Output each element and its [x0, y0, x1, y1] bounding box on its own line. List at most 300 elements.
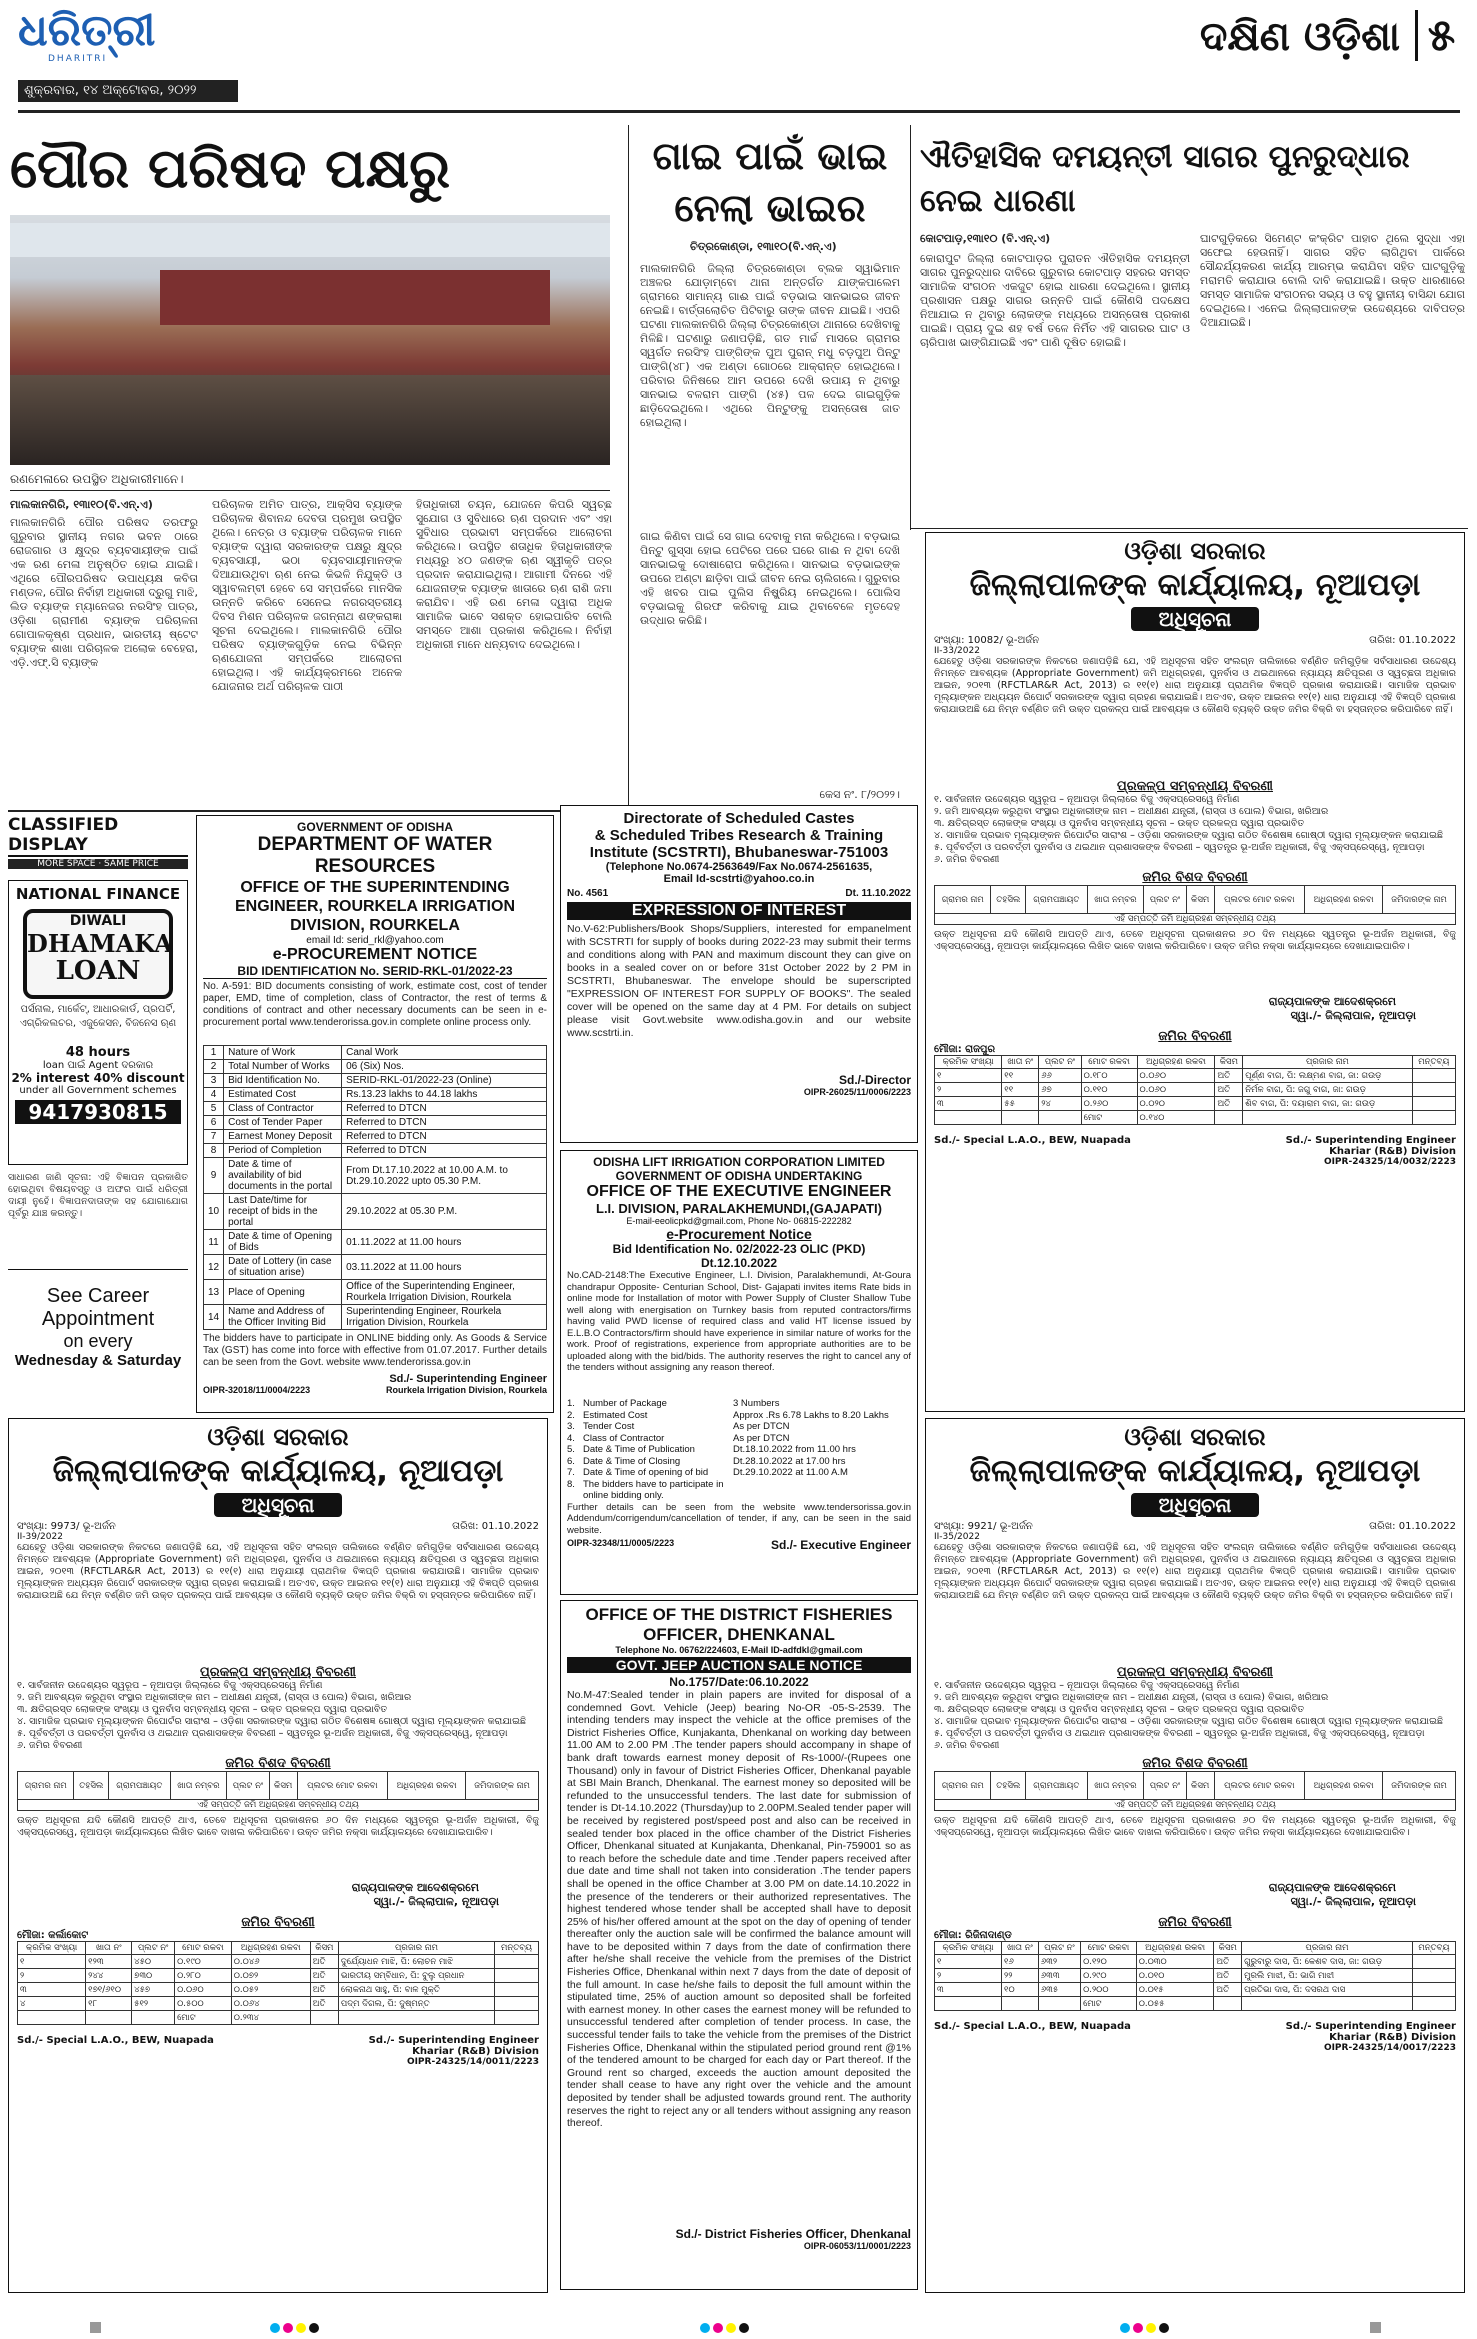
table-row	[935, 1983, 1456, 1997]
water-bid-id: BID IDENTIFICATION No. SERID-RKL-01/2022-23	[203, 964, 547, 979]
project-item: ୫. ପୂର୍ବବର୍ତ୍ତୀ ଓ ପରବର୍ତ୍ତୀ ପୁନର୍ବାସ ଓ ଥଇଥାନ ପ୍ରଶାସକଙ୍କ ବିବରଣୀ – ସ୍ୱତନ୍ତ୍ର ଭୂ-ଅର୍ଜନ ଅଧିକାରୀ, ବିଜୁ ଏକ୍ସପ୍ରେସ୍ୱେ, ନୂଆପଡ଼ା	[17, 1728, 508, 1739]
fish-sign: Sd./- District Fisheries Officer, Dhenkanal	[675, 2227, 911, 2241]
table-cell: ୩	[18, 1983, 86, 1997]
table-cell: ୨୪୪	[86, 1969, 132, 1983]
notice-number: ସଂଖ୍ୟା: 10082/ ଭୂ-ଅର୍ଜନ	[934, 635, 1040, 646]
loan-schemes: under all Government schemes	[19, 1085, 177, 1096]
land-header-cell: ତହସିଲ	[991, 886, 1026, 914]
table-cell: ୦.୧୨୦	[1081, 1955, 1137, 1969]
masthead-rule	[18, 110, 1460, 113]
classified-title: CLASSIFIED DISPLAY	[8, 815, 188, 857]
notice-badge: ଅଧିସୂଚନା	[1131, 607, 1260, 631]
notice-collector: ସ୍ୱା./- ଜିଲ୍ଲାପାଳ, ନୂଆପଡ଼ା	[373, 1895, 499, 1908]
details-header-cell: ଖାତା ନଂ	[1002, 1942, 1039, 1955]
fish-no: No.1757/Date:06.10.2022	[669, 1675, 809, 1689]
table-row	[204, 1130, 547, 1144]
table-cell: 06 (Six) Nos.	[342, 1060, 547, 1074]
notice-intro: ଯେହେତୁ ଓଡ଼ିଶା ସରକାରଙ୍କ ନିକଟରେ ଜଣାପଡ଼ିଛି ଯେ, ଏହି ଅଧିସୂଚନା ସହିତ ସଂଲଗ୍ନ ତାଲିକାରେ ବର୍ଣ୍ଣିତ ଜମିଗୁଡ଼ିକ ସର୍ବସାଧାରଣ ଉଦ୍ଦେଶ୍ୟ ନିମନ୍ତେ ଆବଶ୍ୟକ (Appropriate Government) ଜମି ଅଧିଗ୍ରହଣ, ପୁନର୍ବାସ ଓ ଥଇଥାନରେ ନ୍ୟାଯ୍ୟ କ୍ଷତିପୂରଣ ଓ ସ୍ୱଚ୍ଛତା ଅଧିକାର ଆଇନ, ୨୦୧୩ (RFCTLAR&R Act, 2013) ର ୧୧(୧) ଧାରା ଅନୁଯାୟୀ ପ୍ରାଥମିକ ବିଜ୍ଞପ୍ତି ପ୍ରକାଶ କରାଯାଉଛି। ସାମାଜିକ ପ୍ରଭାବ ମୂଲ୍ୟାଙ୍କନ ଅଧ୍ୟୟନ ରିପୋର୍ଟ ସରକାରଙ୍କ ଦ୍ୱାରା ଗ୍ରହଣ କରାଯାଇଛି। ଅତଏବ, ଉକ୍ତ ଆଇନର ୧୧(୧) ଧାରା ଅନୁଯାୟୀ ଏହି ବିଜ୍ଞପ୍ତି ପ୍ରକାଶ କରାଯାଉଅଛି ଯେ ନିମ୍ନ ବର୍ଣ୍ଣିତ ଜମି ଉକ୍ତ ପ୍ରକଳ୍ପ ପାଇଁ ଆବଶ୍ୟକ ଓ କୌଣସି ବ୍ୟକ୍ତି ଉକ୍ତ ଜମିର ବିକ୍ରି ବା ହସ୍ତାନ୍ତର କରିପାରିବେ ନାହିଁ।	[934, 1542, 1456, 1601]
table-cell: ୨	[935, 1969, 1002, 1983]
sign-left: Sd./- Special L.A.O., BEW, Nuapada	[17, 2035, 214, 2046]
table-row	[204, 1158, 547, 1194]
notice-badge-wrap	[17, 1493, 539, 1517]
notice-ref: II-39/2022	[17, 1532, 63, 1542]
table-row	[204, 1194, 547, 1230]
list-item	[567, 1398, 911, 1410]
table-cell: ୦.୦୪୬	[231, 1955, 310, 1969]
scst-eoi	[560, 805, 918, 1143]
list-item-num: 1.	[567, 1398, 575, 1409]
project-item: ୪. ସାମାଜିକ ପ୍ରଭାବ ମୂଲ୍ୟାଙ୍କନ ରିପୋର୍ଟର ସାରାଂଶ – ଓଡ଼ିଶା ସରକାରଙ୍କ ଦ୍ୱାରା ଗଠିତ ବିଶେଷଜ୍ଞ ଗୋଷ୍ଠୀ ଦ୍ୱାରା ମୂଲ୍ୟାଙ୍କନ କରାଯାଇଛି	[934, 1716, 1443, 1727]
details-header-cell: କ୍ରମିକ ସଂଖ୍ୟା	[935, 1942, 1002, 1955]
notice-gov: ଓଡ଼ିଶା ସରକାର	[207, 1423, 349, 1451]
table-cell: Rs.13.23 lakhs to 44.18 lakhs	[342, 1088, 547, 1102]
table-cell: ୧	[935, 1955, 1002, 1969]
list-item-num: 8.	[567, 1478, 575, 1490]
table-cell: Cost of Tender Paper	[224, 1116, 342, 1130]
print-marks-far-right	[1370, 2318, 1384, 2337]
story3-body2: ଘାଟଗୁଡ଼ିକରେ ସିମେଣ୍ଟ କଂକ୍ରିଟ ପାହାଚ ଥିଲେ ସୁଦ୍ଧା ଏହା ସଫେଇ ହେଉନାହିଁ। ସାଗର ସହିତ ଲାଗିଥିବା ପାର୍କରେ ସୌନ୍ଦର୍ଯ୍ୟକରଣ କାର୍ଯ୍ୟ ଆରମ୍ଭ କରାଯିବା ସହିତ ଘାଟଗୁଡ଼ିକୁ ମରାମତି କରାଯାଉ ବୋଲି ଦାବି କରାଯାଇଛି। ଉକ୍ତ ଧାରଣାରେ ସମସ୍ତ ସାମାଜିକ ସଂଗଠନର ସଭ୍ୟ ଓ ବହୁ ସ୍ଥାନୀୟ ବାସିନ୍ଦା ଯୋଗ ଦେଇଥିଲେ। ଏନେଇ ଜିଲ୍ଲାପାଳଙ୍କ ଉଦ୍ଦେଶ୍ୟରେ ଦାବିପତ୍ର ଦିଆଯାଇଛି।	[1200, 232, 1465, 329]
black-dot	[309, 2323, 319, 2333]
lift-sign-row	[567, 1538, 911, 1552]
land-header-cell: ଜମିଦାରଙ୍କ ନାମ	[1383, 886, 1456, 914]
water-notice-title: e-PROCUREMENT NOTICE	[272, 946, 478, 963]
water-email: email Id: serid_rkl@yahoo.com	[306, 935, 444, 946]
table-cell: ୦.୦୬୦	[1137, 1069, 1215, 1083]
details-table	[934, 1055, 1456, 1125]
notice-signatures	[934, 2021, 1456, 2053]
land-header-cell: ପ୍ଲଟର ମୋଟ ରକବା	[1214, 886, 1305, 914]
table-cell: ୪	[18, 1997, 86, 2011]
project-item: ୩. କ୍ଷତିଗ୍ରସ୍ତ ଲୋକଙ୍କ ସଂଖ୍ୟା ଓ ପୁନର୍ବାସ ସମ୍ବନ୍ଧୀୟ ସୂଚନା – ଉକ୍ତ ପ୍ରକଳ୍ପ ଦ୍ୱାରା ପ୍ରଭାବିତ	[934, 818, 1305, 829]
table-cell: 7	[204, 1130, 224, 1144]
fish-line2: OFFICER, DHENKANAL	[643, 1625, 835, 1644]
story2-footer: କେସ ନଂ. ୮/୨୦୨୨।	[819, 788, 900, 801]
list-item-num: 5.	[567, 1444, 575, 1455]
mouza-name: ମୌଜା: ରିଜିନାଦାଣ୍ଡ	[934, 1930, 1012, 1941]
notice-intro: ଯେହେତୁ ଓଡ଼ିଶା ସରକାରଙ୍କ ନିକଟରେ ଜଣାପଡ଼ିଛି ଯେ, ଏହି ଅଧିସୂଚନା ସହିତ ସଂଲଗ୍ନ ତାଲିକାରେ ବର୍ଣ୍ଣିତ ଜମିଗୁଡ଼ିକ ସର୍ବସାଧାରଣ ଉଦ୍ଦେଶ୍ୟ ନିମନ୍ତେ ଆବଶ୍ୟକ (Appropriate Government) ଜମି ଅଧିଗ୍ରହଣ, ପୁନର୍ବାସ ଓ ଥଇଥାନରେ ନ୍ୟାଯ୍ୟ କ୍ଷତିପୂରଣ ଓ ସ୍ୱଚ୍ଛତା ଅଧିକାର ଆଇନ, ୨୦୧୩ (RFCTLAR&R Act, 2013) ର ୧୧(୧) ଧାରା ଅନୁଯାୟୀ ପ୍ରାଥମିକ ବିଜ୍ଞପ୍ତି ପ୍ରକାଶ କରାଯାଉଛି। ସାମାଜିକ ପ୍ରଭାବ ମୂଲ୍ୟାଙ୍କନ ଅଧ୍ୟୟନ ରିପୋର୍ଟ ସରକାରଙ୍କ ଦ୍ୱାରା ଗ୍ରହଣ କରାଯାଇଛି। ଅତଏବ, ଉକ୍ତ ଆଇନର ୧୧(୧) ଧାରା ଅନୁଯାୟୀ ଏହି ବିଜ୍ଞପ୍ତି ପ୍ରକାଶ କରାଯାଉଅଛି ଯେ ନିମ୍ନ ବର୍ଣ୍ଣିତ ଜମି ଉକ୍ତ ପ୍ରକଳ୍ପ ପାଇଁ ଆବଶ୍ୟକ ଓ କୌଣସି ବ୍ୟକ୍ତି ଉକ୍ତ ଜମିର ବିକ୍ରି ବା ହସ୍ତାନ୍ତର କରିପାରିବେ ନାହିଁ।	[934, 656, 1456, 715]
table-cell: 10	[204, 1194, 224, 1230]
table-cell: 5	[204, 1102, 224, 1116]
table-cell: ୦.୦୩୦	[1136, 1955, 1214, 1969]
list-item-value: Dt.18.10.2022 from 11.00 hrs	[733, 1444, 856, 1455]
details-header-cell: କ୍ରମିକ ସଂଖ୍ୟା	[18, 1942, 86, 1955]
lift-line4: L.I. DIVISION, PARALAKHEMUNDI,(GAJAPATI)	[596, 1201, 882, 1216]
sign-left: Sd./- Special L.A.O., BEW, Nuapada	[934, 1135, 1131, 1146]
table-cell: ଲୋକନାଥ ସାହୁ, ପି: ବାଳ ମୁକ୍ତି	[338, 1983, 494, 1997]
notice-badge: ଅଧିସୂଚନା	[214, 1493, 343, 1517]
table-cell: Bid Identification No.	[224, 1074, 342, 1088]
list-item-value: Approx .Rs 6.78 Lakhs to 8.20 Lakhs	[733, 1409, 889, 1421]
notice-oipr: OIPR-24325/14/0017/2223	[1323, 2043, 1456, 2053]
land-note: ଏହି ସମ୍ପତ୍ତି ଜମି ଅଧିଗ୍ରହଣ ସମ୍ବନ୍ଧୀୟ ତଥ୍ୟ	[935, 1800, 1456, 1811]
cyan-dot	[270, 2323, 280, 2333]
table-cell: ଦୁର୍ଯ୍ୟୋଧନ ମାଝି, ପି: ଲୋଚନ ମାଝି	[338, 1955, 494, 1969]
table-row	[18, 1983, 539, 1997]
table-cell: 29.10.2022 at 05.30 P.M.	[342, 1194, 547, 1230]
lift-line1: ODISHA LIFT IRRIGATION CORPORATION LIMITED	[593, 1155, 885, 1169]
story1-photo	[10, 215, 610, 465]
table-cell: 9	[204, 1158, 224, 1194]
table-cell: ୦.୨୬୦	[1081, 1097, 1137, 1111]
list-item-label: Date & Time of Publication	[583, 1444, 695, 1455]
list-item	[567, 1467, 911, 1479]
notice-badge: ଅଧିସୂଚନା	[1131, 1493, 1260, 1517]
land-header-cell: ପ୍ଲଟ ନଂ	[1144, 886, 1186, 914]
yellow-dot	[296, 2323, 306, 2333]
table-cell: ୪୫୭	[132, 1983, 175, 1997]
table-cell	[935, 1997, 1002, 2011]
land-title: ଜମିର ବିଶଦ ବିବରଣୀ	[225, 1756, 331, 1771]
notice-signatures	[17, 2035, 539, 2067]
table-cell: 4	[204, 1088, 224, 1102]
project-item: ୪. ସାମାଜିକ ପ୍ରଭାବ ମୂଲ୍ୟାଙ୍କନ ରିପୋର୍ଟର ସାରାଂଶ – ଓଡ଼ିଶା ସରକାରଙ୍କ ଦ୍ୱାରା ଗଠିତ ବିଶେଷଜ୍ଞ ଗୋଷ୍ଠୀ ଦ୍ୱାରା ମୂଲ୍ୟାଙ୍କନ କରାଯାଇଛି	[17, 1716, 526, 1727]
table-cell: ୦.୧୮୦	[1081, 1069, 1137, 1083]
table-cell: ଅତି	[1214, 1955, 1242, 1969]
scst-line3: Institute (SCSTRTI), Bhubaneswar-751003	[589, 844, 889, 861]
black-dot	[739, 2323, 749, 2333]
table-cell	[495, 1955, 539, 1969]
notice-date: ତାରିଖ: 01.10.2022	[1369, 1521, 1456, 1532]
project-item: ୨. ଜମି ଆବଶ୍ୟକ କରୁଥିବା ସଂସ୍ଥାର ଅଧିକାରୀଙ୍କ ନାମ – ଅଧୀକ୍ଷଣ ଯନ୍ତ୍ରୀ, (ରାସ୍ତା ଓ ପୋଲ) ବିଭାଗ, ଖରିଆର	[934, 1692, 1329, 1703]
lift-line2: GOVERNMENT OF ODISHA UNDERTAKING	[615, 1169, 863, 1183]
table-cell: ୦.୦୨୦	[1137, 1097, 1215, 1111]
table-cell: ଅତି	[310, 1969, 338, 1983]
table-cell: ୦.୫୦୦	[175, 1997, 232, 2011]
list-item	[567, 1410, 911, 1422]
water-office: OFFICE OF THE SUPERINTENDING ENGINEER, ROURKELA IRRIGATION DIVISION, ROURKELA	[234, 879, 515, 934]
list-item	[567, 1421, 911, 1433]
sign-right-block	[1286, 2021, 1456, 2053]
water-table	[203, 1045, 547, 1330]
details-header-cell: ମନ୍ତବ୍ୟ	[495, 1942, 539, 1955]
land-header-cell: ଗ୍ରାମର ନାମ	[935, 886, 991, 914]
cyan-dot	[1120, 2323, 1130, 2333]
table-cell: ୬୩୫	[1038, 1983, 1080, 1997]
scst-tel: (Telephone No.0674-2563649/Fax No.0674-2561635,	[605, 861, 873, 873]
scst-line1: Directorate of Scheduled Castes	[623, 810, 855, 827]
table-cell: ଭାରତୀୟ ସମ୍ବିଧାନ, ପି: ବୁଲୁ ପ୍ରଧାନ	[338, 1969, 494, 1983]
table-cell: 13	[204, 1280, 224, 1305]
scst-dt: Dt. 11.10.2022	[845, 888, 911, 899]
table-cell	[132, 2011, 175, 2025]
table-cell: ଅତି	[1215, 1069, 1243, 1083]
table-row	[204, 1230, 547, 1255]
land-header-cell: ପ୍ଲଟର ମୋଟ ରକବା	[1214, 1772, 1305, 1800]
table-cell: ୦.୨୩୪	[231, 2011, 310, 2025]
water-footer: The bidders have to participate in ONLINE bidding only. As Goods & Service Tax (GST) has come into force with effective from 01.07.2017. Further details can be seen from the Govt. website www.tenderorissa.gov.in	[203, 1333, 547, 1368]
project-item: ୨. ଜମି ଆବଶ୍ୟକ କରୁଥିବା ସଂସ୍ଥାର ଅଧିକାରୀଙ୍କ ନାମ – ଅଧୀକ୍ଷଣ ଯନ୍ତ୍ରୀ, (ରାସ୍ତା ଓ ପୋଲ) ବିଭାଗ, ଖରିଆର	[934, 806, 1329, 817]
details-header-row	[18, 1942, 539, 1955]
black-dot	[1159, 2323, 1169, 2333]
table-cell	[495, 1983, 539, 1997]
notice-number: ସଂଖ୍ୟା: 9973/ ଭୂ-ଅର୍ଜନ	[17, 1521, 116, 1532]
water-gov: GOVERNMENT OF ODISHA	[296, 820, 453, 834]
details-header-cell: କିସମ	[1215, 1056, 1243, 1069]
list-item-value: 3 Numbers	[733, 1398, 780, 1409]
notice-collector: ସ୍ୱା./- ଜିଲ୍ଲାପାଳ, ନୂଆପଡ଼ା	[1290, 1895, 1416, 1908]
list-item-value: Dt.29.10.2022 at 11.00 A.M	[733, 1467, 848, 1478]
list-item-num: 2.	[567, 1409, 575, 1421]
table-cell	[1242, 1997, 1413, 2011]
fisheries-notice	[560, 1600, 918, 2290]
details-header-cell: ପ୍ଲଟ ନଂ	[132, 1942, 175, 1955]
story1-caption-rule	[10, 490, 610, 491]
project-item: ୬. ଜମିର ବିବରଣୀ	[17, 1740, 83, 1751]
collector-notice-2	[8, 1418, 548, 2293]
land-header-cell: ପ୍ଲଟ ନଂ	[227, 1772, 269, 1800]
table-row	[935, 1097, 1456, 1111]
land-header-row	[935, 886, 1456, 914]
table-cell: ୫୧୨	[132, 1997, 175, 2011]
table-cell: 01.11.2022 at 11.00 hours	[342, 1230, 547, 1255]
table-cell: Date & time of availability of bid documents in the portal	[224, 1158, 342, 1194]
table-row	[204, 1088, 547, 1102]
fish-oipr: OIPR-06053/11/0001/2223	[803, 2241, 911, 2251]
table-cell: SERID-RKL-01/2022-23 (Online)	[342, 1074, 547, 1088]
details-header-cell: ମୋଟ ରକବା	[1081, 1942, 1137, 1955]
table-cell	[310, 2011, 338, 2025]
cyan-dot	[700, 2323, 710, 2333]
land-title: ଜମିର ବିଶଦ ବିବରଣୀ	[1142, 870, 1248, 885]
notice-badge-wrap	[934, 1493, 1456, 1517]
land-header-cell: ଗ୍ରାମପଞ୍ଚାୟତ	[109, 1772, 170, 1800]
table-cell: ୨	[18, 1969, 86, 1983]
table-cell: ୩	[935, 1983, 1002, 1997]
scst-body: No.V-62:Publishers/Book Shops/Suppliers, interested for empanelment with SCSTRTI for supply of books during 2022-23 may submit their terms and conditions along with PAN and maximum discount they can give on books in a sealed cover on or before 31st October 2022 by 2 PM in SCSTRTI, Bhubaneswar. The envelope should be superscripted "EXPRESSION OF INTEREST FOR SUPPLY OF BOOKS". The sealed cover will be opened on the same day at 4 PM. For details on subject please visit Govt.website www.odisha.gov.in and our website www.scstrti.in.	[567, 923, 911, 1039]
land-header-cell: ଖାତା ନମ୍ବର	[1087, 886, 1144, 914]
notice-order: ରାଜ୍ୟପାଳଙ୍କ ଆଦେଶକ୍ରମେ	[1268, 1881, 1396, 1894]
table-cell	[1412, 1111, 1455, 1125]
table-cell: ୦.୦୫୨	[231, 1983, 310, 1997]
details-header-cell: ମୋଟ ରକବା	[1081, 1056, 1137, 1069]
table-cell	[495, 2011, 539, 2025]
table-cell: ୧୮	[86, 1997, 132, 2011]
table-row	[204, 1060, 547, 1074]
table-cell: ନିର୍ମଳ ବାଗ, ପି: ଜଗୁ ବାଗ, ଜା: ଗଉଡ଼	[1243, 1083, 1412, 1097]
lift-tender	[560, 1150, 918, 1595]
sign-right: Sd./- Superintending Engineer	[1285, 1135, 1456, 1146]
table-cell: From Dt.17.10.2022 at 10.00 A.M. to Dt.29.10.2022 upto 05.30 P.M.	[342, 1158, 547, 1194]
details-table	[17, 1941, 539, 2025]
table-cell: ୬୩୩	[1038, 1969, 1080, 1983]
register-square	[90, 2322, 101, 2333]
list-item-label: Estimated Cost	[583, 1409, 648, 1421]
land-title: ଜମିର ବିଶଦ ବିବରଣୀ	[1142, 1756, 1248, 1771]
table-cell: ୦.୦୫୫	[1136, 1997, 1214, 2011]
table-cell: ଅତି	[1214, 1969, 1242, 1983]
table-cell: ୧	[18, 1955, 86, 1969]
table-cell: Date of Lottery (in case of situation arise)	[224, 1255, 342, 1280]
table-cell: ଅତି	[310, 1983, 338, 1997]
land-note: ଏହି ସମ୍ପତ୍ତି ଜମି ଅଧିଗ୍ରହଣ ସମ୍ବନ୍ଧୀୟ ତଥ୍ୟ	[935, 914, 1456, 925]
project-item: ୩. କ୍ଷତିଗ୍ରସ୍ତ ଲୋକଙ୍କ ସଂଖ୍ୟା ଓ ପୁନର୍ବାସ ସମ୍ବନ୍ଧୀୟ ସୂଚନା – ଉକ୍ତ ପ୍ରକଳ୍ପ ଦ୍ୱାରା ପ୍ରଭାବିତ	[17, 1704, 388, 1715]
photo-banner	[10, 223, 610, 257]
land-header-cell: ତହସିଲ	[74, 1772, 109, 1800]
table-cell: ମୁରଲି ମାଝୀ, ପି: ଭାଗି ମାଝୀ	[1242, 1969, 1413, 1983]
table-row	[204, 1116, 547, 1130]
story1-caption: ରଣମେଳାରେ ଉପସ୍ଥିତ ଅଧିକାରୀମାନେ।	[10, 472, 184, 486]
scst-oipr: OIPR-26025/11/0006/2223	[803, 1087, 911, 1097]
land-header-cell: ପ୍ଲଟର ମୋଟ ରକବା	[297, 1772, 388, 1800]
notice-office: ଜିଲ୍ଲାପାଳଙ୍କ କାର୍ଯ୍ୟାଳୟ, ନୂଆପଡ଼ା	[969, 1453, 1421, 1489]
table-cell: Referred to DTCN	[342, 1116, 547, 1130]
print-marks-left	[90, 2318, 104, 2337]
table-cell: ୦.୦୬୪	[231, 1997, 310, 2011]
magenta-dot	[713, 2323, 723, 2333]
table-row	[935, 1997, 1456, 2011]
notice-order: ରାଜ୍ୟପାଳଙ୍କ ଆଦେଶକ୍ରମେ	[1268, 995, 1396, 1008]
page-number: ୫	[1415, 10, 1465, 61]
details-title: ଜମିର ବିବରଣୀ	[1158, 1029, 1232, 1044]
details-header-cell: ଅଧିଗ୍ରହଣ ରକବା	[1137, 1056, 1215, 1069]
table-cell: ୭୩୦	[132, 1969, 175, 1983]
notice-ref-row	[17, 1521, 539, 1532]
lift-email: E-mail-eeolicpkd@gmail.com, Phone No- 06815-222282	[626, 1216, 852, 1226]
table-row	[204, 1255, 547, 1280]
notice-office: ଜିଲ୍ଲାପାଳଙ୍କ କାର୍ଯ୍ୟାଳୟ, ନୂଆପଡ଼ା	[52, 1453, 504, 1489]
table-cell: ୦.୦୬୦	[1137, 1083, 1215, 1097]
table-cell: ୧୬	[1002, 1955, 1039, 1969]
table-cell: ୦.୨୦୦	[1081, 1983, 1137, 1997]
list-item	[567, 1479, 911, 1502]
classified-subtitle: MORE SPACE · SAME PRICE	[8, 859, 188, 869]
notice-date: ତାରିଖ: 01.10.2022	[1369, 635, 1456, 646]
table-cell	[1412, 1955, 1455, 1969]
table-cell	[1412, 1997, 1455, 2011]
story1-col3: ହିତାଧିକାରୀ ଚୟନ, ଯୋଜନେ କିପରି ସ୍ୱଚ୍ଛ ସୁଯୋଗ ଓ ସୁବିଧାରେ ଋଣ ପ୍ରଦାନ ଏବଂ ଏହା ସୁବିଧାର ପ୍ରଭାବୀ ସମ୍ପର୍କରେ ଆଲୋଚନା କରିଥିଲେ। ଉପସ୍ଥିତ ଶତାଧିକ ହିତାଧିକାରୀଙ୍କ ମଧ୍ୟରୁ ୪୦ ଜଣଙ୍କ ଋଣ ସ୍ୱୀକୃତି ପତ୍ର ପ୍ରଦାନ କରାଯାଇଥିଲା। ଆଗାମୀ ଦିନରେ ଏହି ଯୋଜନାଙ୍କ ବ୍ୟାଙ୍କ ଖାତାରେ ଋଣ ରାଶି ଜମା କରାଯିବ। ଏହି ରଣ ମେଳା ଦ୍ୱାରା ଅଧିକ ସାମାଜିକ ଭାବେ ସଶକ୍ତ ହୋଇପାରିବ ବୋଲି ସମସ୍ତେ ଆଶା ପ୍ରକାଶ କରିଥିଲେ। ନିର୍ବାହୀ ଅଧିକାରୀ ମାନେ ଧନ୍ୟବାଦ ଦେଇଥିଲେ।	[416, 498, 612, 651]
project-item: ୧. ସାର୍ବଜନୀନ ଉଦ୍ଦେଶ୍ୟର ସ୍ୱରୂପ – ନୂଆପଡ଼ା ଜିଲ୍ଲାରେ ବିଜୁ ଏକ୍ସପ୍ରେସୱେ ନିର୍ମାଣ	[934, 1680, 1240, 1691]
loan-loan: LOAN	[55, 956, 141, 986]
table-row	[204, 1280, 547, 1305]
project-item: ୫. ପୂର୍ବବର୍ତ୍ତୀ ଓ ପରବର୍ତ୍ତୀ ପୁନର୍ବାସ ଓ ଥଇଥାନ ପ୍ରଶାସକଙ୍କ ବିବରଣୀ – ସ୍ୱତନ୍ତ୍ର ଭୂ-ଅର୍ଜନ ଅଧିକାରୀ, ବିଜୁ ଏକ୍ସପ୍ରେସ୍ୱେ, ନୂଆପଡ଼ା	[934, 842, 1425, 853]
career-line-1: See Career	[46, 1285, 150, 1307]
notice-oipr: OIPR-24325/14/0011/2223	[406, 2057, 539, 2067]
sign-right-2: Khariar (R&B) Division	[1329, 2032, 1456, 2043]
details-header-cell: ପ୍ରଜାର ନାମ	[1242, 1942, 1413, 1955]
table-cell: ୨୨	[1002, 1969, 1039, 1983]
list-item-num: 3.	[567, 1421, 575, 1432]
water-dept: DEPARTMENT OF WATER RESOURCES	[257, 834, 493, 877]
table-cell: Estimated Cost	[224, 1088, 342, 1102]
project-title: ପ୍ରକଳ୍ପ ସମ୍ବନ୍ଧୀୟ ବିବରଣୀ	[200, 1665, 356, 1680]
scst-email: Email Id-scstrti@yahoo.co.in	[663, 873, 815, 885]
scst-line2: & Scheduled Tribes Research & Training	[594, 827, 884, 844]
details-header-cell: ପ୍ରଜାର ନାମ	[1243, 1056, 1412, 1069]
details-header-row	[935, 1942, 1456, 1955]
table-cell: Office of the Superintending Engineer, Rourkela Irrigation Division, Rourkela	[342, 1280, 547, 1305]
table-cell	[935, 1111, 1002, 1125]
land-header-cell: ଗ୍ରାମର ନାମ	[935, 1772, 991, 1800]
table-cell: ୩	[935, 1097, 1002, 1111]
table-cell: Referred to DTCN	[342, 1144, 547, 1158]
land-table	[934, 1771, 1456, 1811]
career-box	[8, 1285, 188, 1400]
table-cell: Place of Opening	[224, 1280, 342, 1305]
project-item: ୬. ଜମିର ବିବରଣୀ	[934, 1740, 1000, 1751]
list-item-label: Date & Time of Closing	[583, 1455, 681, 1467]
masthead-date: ଶୁକ୍ରବାର, ୧୪ ଅକ୍ଟୋବର, ୨୦୨୨	[18, 80, 238, 102]
notice-closing: ଉକ୍ତ ଅଧିସୂଚନା ଯଦି କୌଣସି ଆପତ୍ତି ଥାଏ, ତେବେ ଅଧିସୂଚନା ପ୍ରକାଶନର ୬୦ ଦିନ ମଧ୍ୟରେ ସ୍ୱତନ୍ତ୍ର ଭୂ-ଅର୍ଜନ ଅଧିକାରୀ, ବିଜୁ ଏକ୍ସପ୍ରେସୱେ, ନୂଆପଡ଼ା କାର୍ଯ୍ୟାଳୟରେ ଲିଖିତ ଭାବେ ଦାଖଲ କରିପାରିବେ। ଉକ୍ତ ଜମିର ନକ୍ସା କାର୍ଯ୍ୟାଳୟରେ ଦେଖାଯାଇପାରିବ।	[934, 1815, 1456, 1838]
story3-dateline: କୋଟପାଡ଼,୧୩ା୧୦ (ବି.ଏନ୍.ଏ)	[920, 232, 1051, 245]
lift-rows	[567, 1398, 911, 1502]
details-title: ଜମିର ବିବରଣୀ	[241, 1915, 315, 1930]
land-header-row	[935, 1772, 1456, 1800]
notice-closing: ଉକ୍ତ ଅଧିସୂଚନା ଯଦି କୌଣସି ଆପତ୍ତି ଥାଏ, ତେବେ ଅଧିସୂଚନା ପ୍ରକାଶନର ୬୦ ଦିନ ମଧ୍ୟରେ ସ୍ୱତନ୍ତ୍ର ଭୂ-ଅର୍ଜନ ଅଧିକାରୀ, ବିଜୁ ଏକ୍ସପ୍ରେସୱେ, ନୂଆପଡ଼ା କାର୍ଯ୍ୟାଳୟରେ ଲିଖିତ ଭାବେ ଦାଖଲ କରିପାରିବେ। ଉକ୍ତ ଜମିର ନକ୍ସା କାର୍ଯ୍ୟାଳୟରେ ଦେଖାଯାଇପାରିବ।	[934, 929, 1456, 952]
details-header-cell: ମନ୍ତବ୍ୟ	[1412, 1056, 1455, 1069]
table-row	[18, 1955, 539, 1969]
list-item-num: 4.	[567, 1432, 575, 1444]
table-row	[204, 1074, 547, 1088]
table-cell: 6	[204, 1116, 224, 1130]
sign-right-2: Khariar (R&B) Division	[412, 2046, 539, 2057]
table-row	[204, 1305, 547, 1330]
land-header-cell: ଜମିଦାରଙ୍କ ନାମ	[1383, 1772, 1456, 1800]
details-header-cell: କିସମ	[1214, 1942, 1242, 1955]
table-cell: ୦.୦୭୨	[231, 1969, 310, 1983]
table-cell: ମୋଟ	[1081, 1111, 1137, 1125]
project-item: ୬. ଜମିର ବିବରଣୀ	[934, 854, 1000, 865]
project-item: ୧. ସାର୍ବଜନୀନ ଉଦ୍ଦେଶ୍ୟର ସ୍ୱରୂପ – ନୂଆପଡ଼ା ଜିଲ୍ଲାରେ ବିଜୁ ଏକ୍ସପ୍ରେସୱେ ନିର୍ମାଣ	[934, 794, 1240, 805]
table-cell: 12	[204, 1255, 224, 1280]
notice-closing: ଉକ୍ତ ଅଧିସୂଚନା ଯଦି କୌଣସି ଆପତ୍ତି ଥାଏ, ତେବେ ଅଧିସୂଚନା ପ୍ରକାଶନର ୬୦ ଦିନ ମଧ୍ୟରେ ସ୍ୱତନ୍ତ୍ର ଭୂ-ଅର୍ଜନ ଅଧିକାରୀ, ବିଜୁ ଏକ୍ସପ୍ରେସୱେ, ନୂଆପଡ଼ା କାର୍ଯ୍ୟାଳୟରେ ଲିଖିତ ଭାବେ ଦାଖଲ କରିପାରିବେ। ଉକ୍ତ ଜମିର ନକ୍ସା କାର୍ଯ୍ୟାଳୟରେ ଦେଖାଯାଇପାରିବ।	[17, 1815, 539, 1838]
table-cell	[1039, 1111, 1081, 1125]
loan-ad	[8, 880, 188, 1165]
notice-ref-row	[934, 1521, 1456, 1532]
table-row	[18, 2011, 539, 2025]
sign-right: Sd./- Superintending Engineer	[1285, 2021, 1456, 2032]
details-header-cell: କିସମ	[310, 1942, 338, 1955]
logo	[18, 5, 218, 68]
table-cell: ୦.୨୯୦	[1081, 1969, 1137, 1983]
yellow-dot	[726, 2323, 736, 2333]
table-cell	[1412, 1083, 1455, 1097]
section-title: ଦକ୍ଷିଣ ଓଡ଼ିଶା	[1199, 14, 1400, 60]
table-cell	[86, 2011, 132, 2025]
table-cell: ଅତି	[1215, 1097, 1243, 1111]
project-title: ପ୍ରକଳ୍ପ ସମ୍ବନ୍ଧୀୟ ବିବରଣୀ	[1117, 1665, 1273, 1680]
print-marks-center	[270, 2318, 322, 2337]
list-item-num: 7.	[567, 1467, 575, 1478]
land-note: ଏହି ସମ୍ପତ୍ତି ଜମି ଅଧିଗ୍ରହଣ ସମ୍ବନ୍ଧୀୟ ତଥ୍ୟ	[18, 1800, 539, 1811]
table-cell: Superintending Engineer, Rourkela Irrigation Division, Rourkela	[342, 1305, 547, 1330]
print-marks-mid	[700, 2318, 752, 2337]
magenta-dot	[1133, 2323, 1143, 2333]
land-note-row	[935, 914, 1456, 925]
list-item-value: As per DTCN	[733, 1432, 790, 1444]
list-item-label: Tender Cost	[583, 1421, 635, 1432]
land-header-cell: କିସମ	[1186, 1772, 1214, 1800]
water-oipr-row	[203, 1385, 547, 1395]
table-cell: Total Number of Works	[224, 1060, 342, 1074]
notice-gov: ଓଡ଼ିଶା ସରକାର	[1124, 1423, 1266, 1451]
story1-headline: ପୌର ପରିଷଦ ପକ୍ଷରୁ	[10, 137, 451, 200]
table-cell: ମୋଟ	[175, 2011, 232, 2025]
notice-oipr: OIPR-24325/14/0032/2223	[1323, 1157, 1456, 1167]
table-cell	[1038, 1997, 1080, 2011]
lift-line3: OFFICE OF THE EXECUTIVE ENGINEER	[586, 1183, 892, 1200]
project-item: ୫. ପୂର୍ବବର୍ତ୍ତୀ ଓ ପରବର୍ତ୍ତୀ ପୁନର୍ବାସ ଓ ଥଇଥାନ ପ୍ରଶାସକଙ୍କ ବିବରଣୀ – ସ୍ୱତନ୍ତ୍ର ଭୂ-ଅର୍ଜନ ଅଧିକାରୀ, ବିଜୁ ଏକ୍ସପ୍ରେସ୍ୱେ, ନୂଆପଡ଼ା	[934, 1728, 1425, 1739]
details-table	[934, 1941, 1456, 2011]
table-cell: Name and Address of the Officer Inviting Bid	[224, 1305, 342, 1330]
story2-body1: ମାଲକାନଗିରି ଜିଲ୍ଲା ଚିତ୍ରକୋଣ୍ଡା ବ୍ଲକ ସ୍ୱାଭିମାନ ଅଞ୍ଚଳର ଯୋଡ଼ାମ୍ବୋ ଥାନା ଅନ୍ତର୍ଗତ ଯାଙ୍କପାଲେମ ଗ୍ରାମରେ ସାମାନ୍ୟ ଗାଈ ପାଇଁ ବଡ଼ଭାଇ ସାନଭାଇର ଜୀବନ ନେଇଛି। ବାର୍ତ୍ତାଲୋଚିତ ପିଟିବାରୁ ତାଙ୍କ ଜୀବନ ଯାଇଛି। ଏପରି ଘଟଣା ମାଲକାନଗିରି ଜିଲ୍ଲା ଚିତ୍ରକୋଣ୍ଡା ଥାନାରେ ଦେଖିବାକୁ ମିଳିଛି। ଘଟଣାରୁ ଜଣାପଡ଼ିଛି, ଗତ ମାର୍ଚ୍ଚ ମାସରେ ଗ୍ରାମର ସ୍ୱର୍ଗତ ନରସିଂହ ପାଙ୍ଗିଙ୍କ ପୁଅ ପୁରାନ୍ ମଧୁ ବଡ଼ପୁଅ ପିନ୍ଟୁ ପାଙ୍ଗି(୪୮) ଏକ ଅଣ୍ଡା ଗୋଠରେ ଆକ୍ରାନ୍ତ ହୋଇଥିଲେ। ପରିବାର ଜିନିଷରେ ଆମ ଉପରେ ଦେଖି ଉପାୟ ନ ଥିବାରୁ ସାନଭାଇ ବଳରାମ ପାଙ୍ଗି (୪୫) ପଳ ଦେଇ ଗାଇଗୁଡ଼ିକ ଛାଡ଼ିଦେଇଥିଲେ। ଏଥିରେ ପିନ୍ଟୁଙ୍କୁ ଅସନ୍ତୋଷ ଜାତ ହୋଇଥିଲା।	[640, 262, 900, 429]
details-header-cell: ପ୍ରଜାର ନାମ	[338, 1942, 494, 1955]
table-cell: Class of Contractor	[224, 1102, 342, 1116]
notice-intro: ଯେହେତୁ ଓଡ଼ିଶା ସରକାରଙ୍କ ନିକଟରେ ଜଣାପଡ଼ିଛି ଯେ, ଏହି ଅଧିସୂଚନା ସହିତ ସଂଲଗ୍ନ ତାଲିକାରେ ବର୍ଣ୍ଣିତ ଜମିଗୁଡ଼ିକ ସର୍ବସାଧାରଣ ଉଦ୍ଦେଶ୍ୟ ନିମନ୍ତେ ଆବଶ୍ୟକ (Appropriate Government) ଜମି ଅଧିଗ୍ରହଣ, ପୁନର୍ବାସ ଓ ଥଇଥାନରେ ନ୍ୟାଯ୍ୟ କ୍ଷତିପୂରଣ ଓ ସ୍ୱଚ୍ଛତା ଅଧିକାର ଆଇନ, ୨୦୧୩ (RFCTLAR&R Act, 2013) ର ୧୧(୧) ଧାରା ଅନୁଯାୟୀ ପ୍ରାଥମିକ ବିଜ୍ଞପ୍ତି ପ୍ରକାଶ କରାଯାଉଛି। ସାମାଜିକ ପ୍ରଭାବ ମୂଲ୍ୟାଙ୍କନ ଅଧ୍ୟୟନ ରିପୋର୍ଟ ସରକାରଙ୍କ ଦ୍ୱାରା ଗ୍ରହଣ କରାଯାଇଛି। ଅତଏବ, ଉକ୍ତ ଆଇନର ୧୧(୧) ଧାରା ଅନୁଯାୟୀ ଏହି ବିଜ୍ଞପ୍ତି ପ୍ରକାଶ କରାଯାଉଅଛି ଯେ ନିମ୍ନ ବର୍ଣ୍ଣିତ ଜମି ଉକ୍ତ ପ୍ରକଳ୍ପ ପାଇଁ ଆବଶ୍ୟକ ଓ କୌଣସି ବ୍ୟକ୍ତି ଉକ୍ତ ଜମିର ବିକ୍ରି ବା ହସ୍ତାନ୍ତର କରିପାରିବେ ନାହିଁ।	[17, 1542, 539, 1601]
career-line-2: Appointment	[41, 1308, 155, 1330]
table-cell	[1002, 1111, 1039, 1125]
land-note-row	[18, 1800, 539, 1811]
list-item	[567, 1433, 911, 1445]
